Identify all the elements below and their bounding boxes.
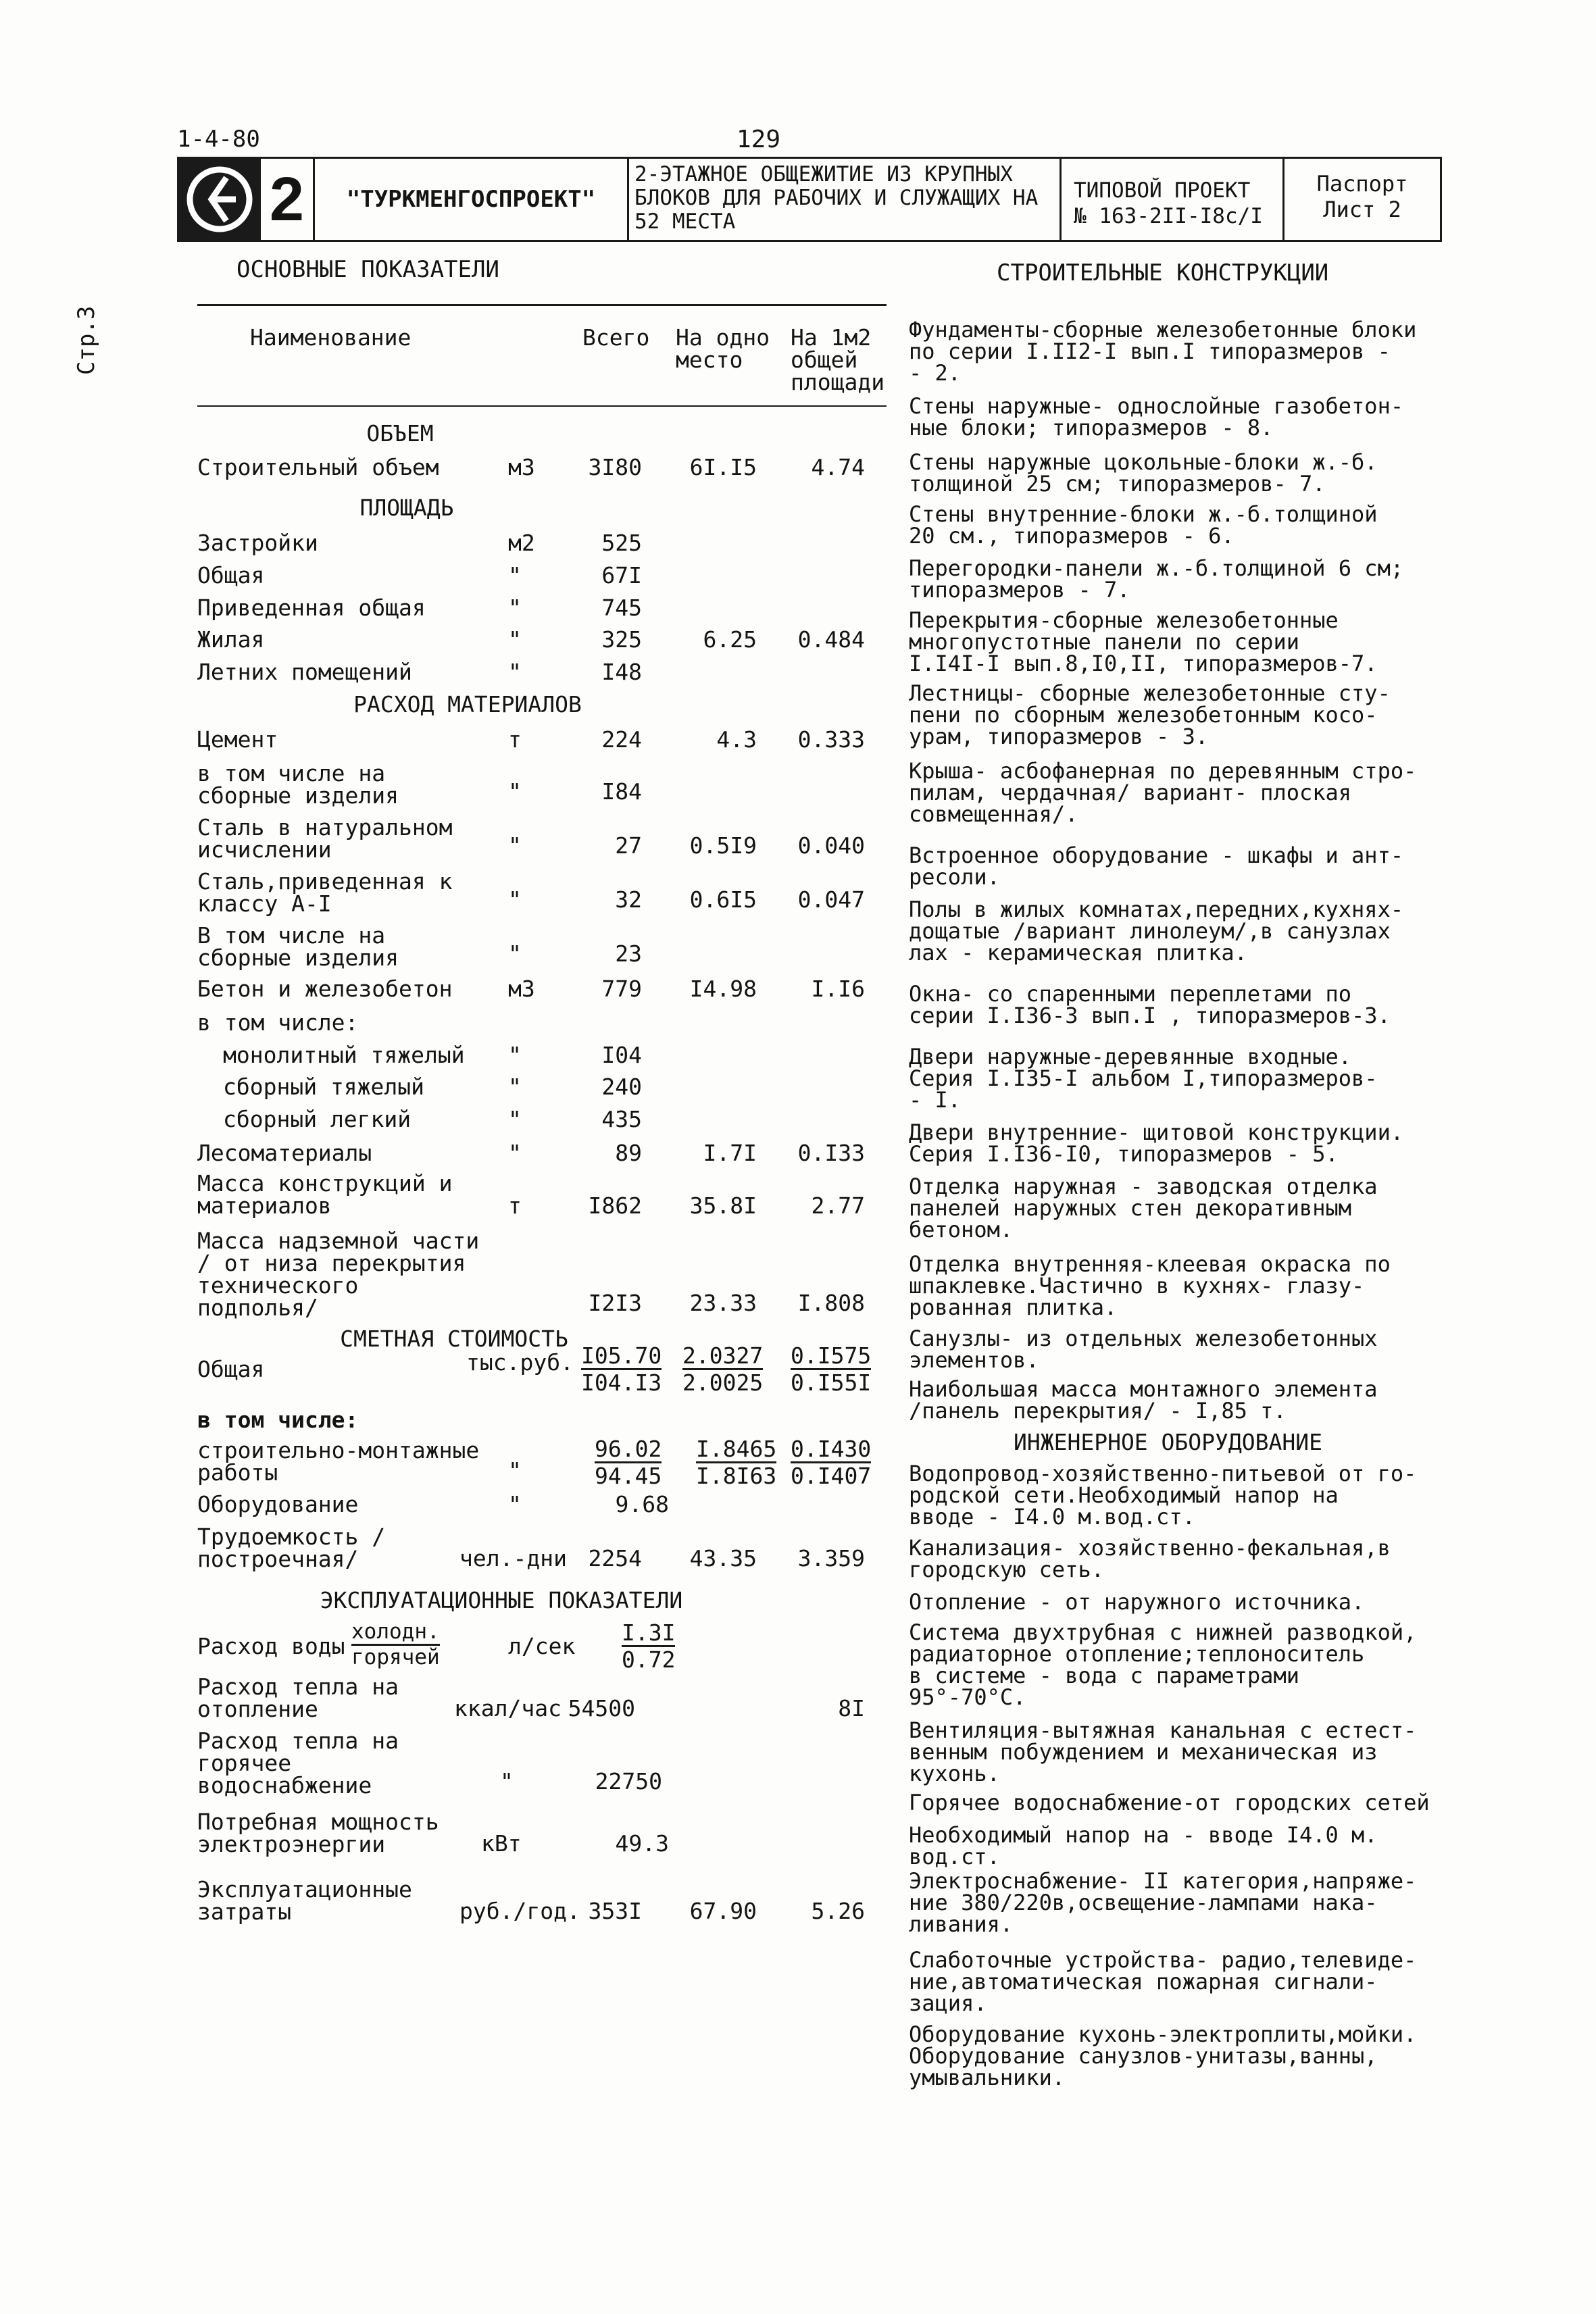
row-name: Сталь в натуральном исчислении bbox=[197, 814, 453, 863]
row-unit: " bbox=[508, 1106, 522, 1132]
row-unit: чел.-дни bbox=[459, 1545, 567, 1571]
construction-item: Крыша- асбофанерная по деревянным стро- пилам, чердачная/ вариант- плоская совмещенная/. bbox=[909, 758, 1417, 827]
row-name: Масса надземной части / от низа перекрытия технического подполья/ bbox=[197, 1228, 480, 1321]
row-name: Бетон и железобетон bbox=[197, 976, 453, 1002]
engineering-item: Водопровод-хозяйственно-питьевой от го- родской сети.Необходимый напор на вводе - I4.0 м.вод.ст. bbox=[909, 1461, 1417, 1530]
page-number: 129 bbox=[737, 126, 781, 153]
row-total: I04 bbox=[601, 1042, 642, 1068]
row-total: 49.3 bbox=[615, 1830, 669, 1857]
row-name: Потребная мощность электроэнергии bbox=[197, 1809, 439, 1857]
col-per-area-header: На 1м2 общей площади bbox=[791, 324, 885, 395]
row-name: монолитный тяжелый bbox=[223, 1042, 465, 1068]
row-name: в том числе: bbox=[197, 1407, 359, 1433]
row-per-area: 0.333 bbox=[797, 726, 865, 753]
row-unit: руб./год. bbox=[459, 1898, 580, 1924]
construction-item: Перегородки-панели ж.-б.толщиной 6 см; типоразмеров - 7. bbox=[909, 555, 1404, 603]
row-per-area: 0.040 bbox=[797, 832, 865, 859]
row-unit: " bbox=[508, 1074, 522, 1100]
row-total: 240 bbox=[601, 1074, 642, 1100]
row-name: Эксплуатационные затраты bbox=[197, 1876, 412, 1925]
row-total: 2254 bbox=[588, 1545, 642, 1571]
cm-per-place-fraction: $\frac{I.8465}{I.8I63}$ bbox=[696, 1436, 777, 1489]
row-total: 22750 bbox=[595, 1768, 662, 1794]
row-total: I48 bbox=[601, 659, 642, 685]
row-name: Лесоматериалы bbox=[197, 1140, 372, 1166]
row-per-area: 4.74 bbox=[811, 454, 865, 480]
row-per-area: 3.359 bbox=[797, 1545, 865, 1571]
row-total: 3I80 bbox=[588, 454, 642, 480]
row-name: Застройки bbox=[197, 530, 318, 556]
row-per-area: 5.26 bbox=[811, 1898, 865, 1924]
row-total: 67I bbox=[601, 562, 642, 588]
side-page-label: Стр.3 bbox=[73, 305, 100, 375]
row-name: Сталь,приведенная к классу А-I bbox=[197, 868, 453, 917]
row-unit: " bbox=[508, 595, 522, 621]
section-area: ПЛОЩАДЬ bbox=[359, 495, 454, 521]
row-total: 23 bbox=[615, 940, 642, 967]
construction-item: Лестницы- сборные железобетонные сту- пени по сборным железобетонным косо- урам, типоразмеров - 3. bbox=[909, 680, 1391, 749]
row-name: строительно-монтажные работы bbox=[197, 1437, 480, 1486]
construction-item: Стены наружные цокольные-блоки ж.-б. толщиной 25 см; типоразмеров- 7. bbox=[909, 449, 1378, 497]
water-total-fraction: $\frac{I.3I}{0.72}$ bbox=[622, 1619, 676, 1673]
row-unit: л/сек bbox=[508, 1633, 576, 1659]
row-total: I2I3 bbox=[588, 1290, 642, 1316]
col-per-place-header: На одно место bbox=[676, 324, 770, 373]
left-title: ОСНОВНЫЕ ПОКАЗАТЕЛИ bbox=[236, 256, 499, 283]
construction-item: Двери наружные-деревянные входные. Серия I.I35-I альбом I,типоразмеров- - I. bbox=[909, 1044, 1378, 1113]
col-name-header: Наименование bbox=[250, 324, 412, 351]
row-per-area: I.808 bbox=[797, 1290, 865, 1316]
row-unit: м2 bbox=[508, 530, 535, 556]
row-unit: " bbox=[508, 832, 522, 859]
row-name: Общая bbox=[197, 562, 265, 588]
row-per-place: 35.8I bbox=[689, 1192, 757, 1219]
row-per-place: I.7I bbox=[703, 1140, 757, 1166]
row-total: 779 bbox=[601, 976, 642, 1002]
series-number: 2 bbox=[269, 164, 305, 234]
project-number: № 163-2II-I8с/I bbox=[1074, 204, 1263, 228]
row-name: Цемент bbox=[197, 726, 278, 753]
row-unit: " bbox=[508, 626, 522, 653]
row-name: Общая bbox=[197, 1356, 265, 1382]
construction-item: Стены внутренние-блоки ж.-б.толщиной 20 см., типоразмеров - 6. bbox=[909, 501, 1378, 549]
construction-item: Перекрытия-сборные железобетонные многопустотные панели по серии I.I4I-I вып.8,I0,II, типоразмеров-7. bbox=[909, 607, 1378, 676]
row-per-place: 23.33 bbox=[689, 1290, 757, 1316]
row-total: I862 bbox=[588, 1192, 642, 1219]
engineering-item: Канализация- хозяйственно-фекальная,в городскую сеть. bbox=[909, 1535, 1391, 1582]
row-per-area: 0.I33 bbox=[797, 1140, 865, 1166]
row-name: Расход воды bbox=[197, 1633, 345, 1659]
cost-total-fraction: $\frac{I05.70}{I04.I3}$ bbox=[581, 1342, 662, 1396]
engineering-item: Вентиляция-вытяжная канальная с естест- венным побуждением и механическая из кухонь. bbox=[909, 1717, 1417, 1786]
row-unit: " bbox=[508, 778, 522, 805]
row-name: Летних помещений bbox=[197, 659, 412, 685]
table-top-rule bbox=[197, 304, 887, 306]
engineering-item: Горячее водоснабжение-от городских сетей bbox=[909, 1790, 1430, 1815]
engineering-item: Оборудование кухонь-электроплиты,мойки. Оборудование санузлов-унитазы,ванны, умывальники. bbox=[909, 2021, 1417, 2090]
construction-item: Санузлы- из отдельных железобетонных элементов. bbox=[909, 1326, 1378, 1373]
row-name: сборный легкий bbox=[223, 1106, 412, 1132]
construction-item: Стены наружные- однослойные газобетон- ные блоки; типоразмеров - 8. bbox=[909, 393, 1404, 441]
row-per-place: I4.98 bbox=[689, 976, 757, 1002]
row-name: В том числе на сборные изделия bbox=[197, 922, 399, 971]
row-per-area: 0.047 bbox=[797, 886, 865, 913]
row-total: 32 bbox=[615, 886, 642, 913]
row-total: 27 bbox=[615, 832, 642, 859]
section-volume: ОБЪЕМ bbox=[366, 420, 434, 447]
row-unit: м3 bbox=[508, 454, 535, 480]
row-unit: " bbox=[508, 562, 522, 588]
right-title: СТРОИТЕЛЬНЫЕ КОНСТРУКЦИИ bbox=[997, 259, 1329, 286]
engineering-item: Электроснабжение- II категория,напряже- ние 380/220в,освещение-лампами нака- ливания. bbox=[909, 1868, 1417, 1937]
row-total: 54500 bbox=[568, 1695, 635, 1721]
project-type: ТИПОВОЙ ПРОЕКТ bbox=[1074, 178, 1251, 203]
section-materials: РАСХОД МАТЕРИАЛОВ bbox=[353, 691, 582, 718]
row-unit: ккал/час bbox=[454, 1695, 562, 1721]
row-total: 525 bbox=[601, 530, 642, 556]
row-total: I84 bbox=[601, 778, 642, 805]
row-total: 9.68 bbox=[615, 1491, 669, 1517]
engineering-title: ИНЖЕНЕРНОЕ ОБОРУДОВАНИЕ bbox=[1014, 1429, 1322, 1455]
construction-item: Отделка внутренняя-клеевая окраска по шпаклевке.Частично в кухнях- глазу- рованная плитка. bbox=[909, 1251, 1391, 1320]
section-operation: ЭКСПЛУАТАЦИОННЫЕ ПОКАЗАТЕЛИ bbox=[320, 1587, 683, 1613]
row-per-place: 6I.I5 bbox=[689, 454, 757, 480]
row-name: в том числе на сборные изделия bbox=[197, 760, 399, 809]
construction-item: Фундаменты-сборные железобетонные блоки по серии I.II2-I вып.I типоразмеров - - 2. bbox=[909, 317, 1417, 386]
cost-per-place-fraction: $\frac{2.0327}{2.0025}$ bbox=[682, 1342, 764, 1396]
row-unit: " bbox=[508, 1140, 522, 1166]
construction-item: Отделка наружная - заводская отделка панелей наружных стен декоративным бетоном. bbox=[909, 1174, 1378, 1242]
org-name: "ТУРКМЕНГОСПРОЕКТ" bbox=[346, 185, 596, 213]
title-block bbox=[177, 157, 1442, 242]
row-name: сборный тяжелый bbox=[223, 1074, 425, 1100]
cm-per-area-fraction: $\frac{0.I430}{0.I407}$ bbox=[791, 1436, 872, 1489]
row-name: Трудоемкость /построечная/ bbox=[197, 1524, 386, 1572]
row-name: Жилая bbox=[197, 626, 265, 653]
construction-item: Двери внутренние- щитовой конструкции. Серия I.I36-I0, типоразмеров - 5. bbox=[909, 1120, 1404, 1167]
engineering-item: Отопление - от наружного источника. bbox=[909, 1589, 1365, 1615]
row-per-place: 43.35 bbox=[689, 1545, 757, 1571]
row-per-area: I.I6 bbox=[811, 976, 865, 1002]
cost-per-area-fraction: $\frac{0.I575}{0.I55I}$ bbox=[791, 1342, 872, 1396]
row-unit: м3 bbox=[508, 976, 535, 1002]
row-total: 745 bbox=[601, 595, 642, 621]
row-per-area: 0.484 bbox=[797, 626, 865, 653]
col-total-header: Всего bbox=[582, 324, 650, 351]
row-unit: кВт bbox=[481, 1830, 522, 1857]
engineering-item: Необходимый напор на - вводе I4.0 м. вод.ст. bbox=[909, 1822, 1378, 1869]
engineering-item: Слаботочные устройства- радио,телевиде- ние,автоматическая пожарная сигнали- зация. bbox=[909, 1947, 1417, 2016]
row-unit: т bbox=[508, 726, 522, 753]
row-total: 435 bbox=[601, 1106, 642, 1132]
sheet-type: Паспорт bbox=[1316, 171, 1408, 197]
row-per-place: 6.25 bbox=[703, 626, 757, 653]
construction-item: Полы в жилых комнатах,передних,кухнях- дощатые /вариант линолеум/,в санузлах лах - керамическая плитка. bbox=[909, 897, 1404, 965]
row-unit: " bbox=[508, 1457, 522, 1484]
water-fraction-label: $\frac{\text{холодн.}}{\text{горячей}}$ bbox=[351, 1619, 440, 1669]
row-total: 353I bbox=[588, 1898, 642, 1924]
project-title: 2-ЭТАЖНОЕ ОБЩЕЖИТИЕ ИЗ КРУПНЫХ БЛОКОВ ДЛЯ РАБОЧИХ И СЛУЖАЩИХ НА 52 МЕСТА bbox=[634, 162, 1039, 234]
row-unit: т bbox=[508, 1192, 522, 1219]
row-unit: " bbox=[508, 886, 522, 913]
row-per-place: 0.5I9 bbox=[689, 832, 757, 859]
row-unit: " bbox=[508, 940, 522, 967]
row-name: Приведенная общая bbox=[197, 595, 426, 621]
row-total: 224 bbox=[601, 726, 642, 753]
row-name: Масса конструкций и материалов bbox=[197, 1170, 453, 1219]
row-total: 325 bbox=[601, 626, 642, 653]
section-cost: СМЕТНАЯ СТОИМОСТЬ bbox=[340, 1326, 568, 1352]
row-unit: " bbox=[508, 1491, 522, 1517]
construction-item: Окна- со спаренными переплетами по серии I.I36-3 вып.I , типоразмеров-3. bbox=[909, 981, 1391, 1028]
engineering-item: Система двухтрубная с нижней разводкой, радиаторное отопление;теплоноситель в системе - вода с параметрами 95°-70°С. bbox=[909, 1619, 1417, 1710]
row-name: Расход тепла на отопление bbox=[197, 1674, 399, 1722]
row-unit: " bbox=[500, 1768, 514, 1794]
doc-code: 1-4-80 bbox=[177, 126, 260, 153]
row-total: 89 bbox=[615, 1140, 642, 1166]
row-per-place: 67.90 bbox=[689, 1898, 757, 1924]
row-unit: " bbox=[508, 1042, 522, 1068]
sheet-number: Лист 2 bbox=[1323, 197, 1401, 222]
row-unit: " bbox=[508, 659, 522, 685]
row-per-place: 4.3 bbox=[716, 726, 757, 753]
cm-total-fraction: $\frac{96.02}{94.45}$ bbox=[595, 1436, 662, 1489]
row-per-place: 0.6I5 bbox=[689, 886, 757, 913]
row-unit: тыс.руб. bbox=[466, 1349, 574, 1376]
row-name: в том числе: bbox=[197, 1009, 359, 1036]
construction-item: Наибольшая масса монтажного элемента /панель перекрытия/ - I,85 т. bbox=[909, 1376, 1378, 1424]
row-name: Строительный объем bbox=[197, 454, 439, 480]
row-per-area: 8I bbox=[838, 1695, 865, 1721]
header-rule bbox=[197, 405, 887, 407]
row-per-area: 2.77 bbox=[811, 1192, 865, 1219]
row-name: Оборудование bbox=[197, 1491, 359, 1517]
row-name: Расход тепла на горячее водоснабжение bbox=[197, 1728, 399, 1799]
construction-item: Встроенное оборудование - шкафы и ант- ресоли. bbox=[909, 842, 1404, 890]
